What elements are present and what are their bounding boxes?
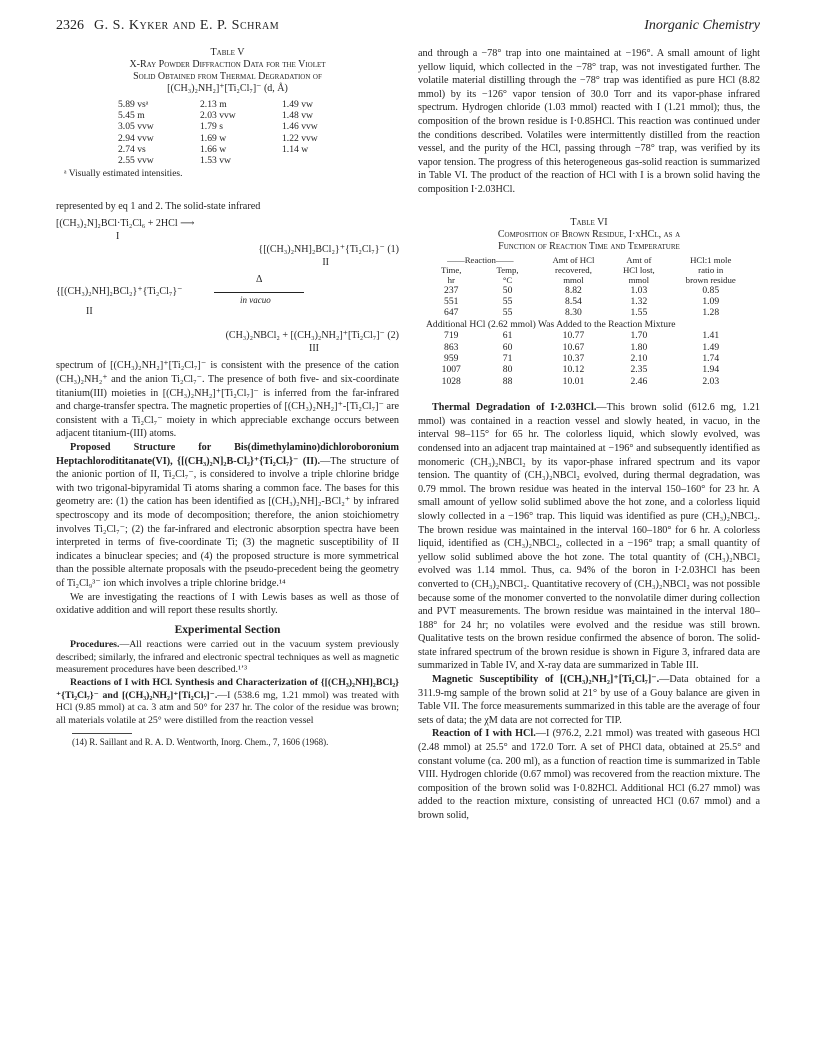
table-cell: 1.70 xyxy=(630,330,648,342)
column-header-line: mmol xyxy=(628,274,650,285)
table-cell: 1.66 w xyxy=(200,143,227,155)
table-cell: 2.13 m xyxy=(200,99,227,110)
table-cell: 1.55 xyxy=(630,307,648,319)
equation-1 xyxy=(56,217,399,269)
table-row xyxy=(424,285,754,296)
table-cell: 1.74 xyxy=(702,352,720,364)
table-vi-caption-line2: Function of Reaction Time and Temperature xyxy=(498,240,680,252)
reaction-i-hcl-body: —I (976.2, 2.21 mmol) was treated with gaseous HCl (2.48 mmol) at 25.5° and 172.0 Torr. A set of PHCl data, obtained at 25.5° and constant volume (ca. 200 ml), as a function of reaction time is summarized in Table VIII. Hydrogen chloride (0.67 mmol) was recovered from the reaction mixture. The composition of the brown solid was I·0.82HCl. Additional HCl (6.27 mmol) was added to the reaction mixture, consisting of unreacted HCl (0.67 mmol) and a brown solid, xyxy=(418,728,760,821)
table-cell xyxy=(280,155,362,166)
table-cell: 1.32 xyxy=(630,295,648,307)
table-header-row xyxy=(424,275,754,285)
table-row xyxy=(424,296,754,307)
table-cell: 5.89 vsᵃ xyxy=(118,99,149,110)
equation-2 xyxy=(56,275,399,329)
column-header-line: brown residue xyxy=(685,274,736,285)
table-row xyxy=(116,133,362,144)
eq1-label-ii: II xyxy=(322,257,329,269)
paragraph-investigating: We are investigating the reactions of I with Lewis bases as well as those of oxidative addition and will report these results shortly. xyxy=(56,591,399,617)
paragraph-represented: represented by eq 1 and 2. The solid-state infrared xyxy=(56,200,261,212)
table-cell: 647 xyxy=(444,307,459,319)
table-cell: 2.46 xyxy=(630,375,648,387)
table-v-title: Table V xyxy=(210,47,245,58)
table-v-footnote: ᵃ Visually estimated intensities. xyxy=(64,169,183,180)
table-cell: 88 xyxy=(502,375,513,387)
table-cell: 863 xyxy=(444,341,459,353)
column-header-line: Time, xyxy=(441,264,462,275)
magnetic-body: —Data obtained for a 311.9-mg sample of the brown solid at 21° by use of a Gouy balance are given in Table VII. The force measurements summarized in this table are the average of four sets of data; the χM data are not corrected for TIP. xyxy=(418,674,760,726)
eq1-reactants: [(CH₃)₂N]₂BCl·Ti₂Cl₆ + 2HCl ⟶ xyxy=(56,218,195,230)
thermal-degradation-body: —This brown solid (612.6 mg, 1.21 mmol) was contained in a reaction vessel and slowly heated, in vacuo, in the interval 98–115° for 65 hr. The colorless liquid, which slowly evolved, was condensed into an adjacent trap maintained at −196° and subsequently identified as monomeric (CH₃)₂NBCl₂ by its vapor-phase infrared spectrum and its vapor tension. The quantity of (CH₃)₂NBCl₂ evolved, during thermal degradation, was 0.79 mmol. The brown residue was heated in the interval 150–160° for 23 hr. A small amount of yellow solid sublimed above the hot zone, and a colorless liquid slowly collected in a −196° trap. This liquid was identified as pure (CH₃)₂NBCl₂. The brown residue was maintained in the interval 160–180° for 6 hr. A colorless liquid, identified as (CH₃)₂NBCl₂, collected in a −196° trap; a small quantity of yellow solid sublimed above the hot zone. The total quantity of (CH₃)₂NBCl₂ evolved was 1.14 mmol. Thus, ca. 94% of the boron in I·2.03HCl has been converted to (CH₃)₂NBCl₂. Quantitative recovery of (CH₃)₂NBCl₂ was not possible because some of the monomer converted to the nonvolatile dimer during collection and PVT measurements. The brown residue was maintained in the interval 180–188° for 24 hr; no volatiles were evolved and the residue was still brown. Qualitative tests on the brown residue confirmed the absence of boron. The solid-state infrared spectrum of the brown residue is shown in Figure 3, infrared data are summarized in Table IV, and X-ray data are summarized in Table III. xyxy=(418,402,760,672)
eq2-arrow-top: Δ xyxy=(256,274,263,286)
table-cell: 55 xyxy=(502,307,513,319)
table-cell: 0.85 xyxy=(702,284,720,296)
footnote-divider xyxy=(72,733,132,734)
table-cell: 1028 xyxy=(441,375,461,387)
table-cell: 1.14 w xyxy=(282,143,309,155)
table-cell: 80 xyxy=(502,364,513,376)
table-cell: 1.79 s xyxy=(200,121,223,133)
table-row xyxy=(424,353,754,364)
table-cell: 1.49 xyxy=(702,341,720,353)
table-cell: 1.46 vvw xyxy=(282,121,318,133)
table-cell: 3.05 vvw xyxy=(118,121,154,133)
table-cell: 60 xyxy=(502,341,513,353)
column-header-line: HCl lost, xyxy=(622,264,655,275)
eq2-label-ii: II xyxy=(86,306,93,318)
table-cell: 8.30 xyxy=(565,307,582,319)
table-cell: 1.22 vvw xyxy=(282,132,318,144)
table-cell: 5.45 m xyxy=(118,110,145,122)
table-vi-grid xyxy=(424,255,754,388)
table-cell: 2.74 vs xyxy=(118,143,146,155)
table-row xyxy=(116,144,362,155)
column-header-line: Amt of HCl xyxy=(552,254,595,265)
column-header-line: mmol xyxy=(563,274,584,285)
additional-hcl-note: Additional HCl (2.62 mmol) Was Added to the Reaction Mixture xyxy=(426,318,676,330)
table-cell: 1.69 w xyxy=(200,132,227,144)
table-header-row xyxy=(424,255,754,265)
table-note-row xyxy=(424,319,754,330)
procedures-heading: Procedures. xyxy=(70,639,120,651)
table-cell: 1007 xyxy=(441,364,461,376)
table-cell: 8.54 xyxy=(565,295,582,307)
table-row xyxy=(116,121,362,132)
table-cell: 10.77 xyxy=(562,330,585,342)
column-header-line: Temp, xyxy=(496,264,519,275)
reactions-hcl-heading: Reactions of I with HCl. Synthesis and Characterization of {[(CH₃)₂NH]₂BCl₂}⁺{Ti₂Cl₇}⁻ and [(CH₃)₂NH₂]⁺[Ti₂Cl₇]⁻. xyxy=(56,677,399,701)
table-header-row xyxy=(424,265,754,275)
table-cell: 10.67 xyxy=(562,341,585,353)
reactions-hcl-body: —I (538.6 mg, 1.21 mmol) was treated with HCl (9.85 mmol) at ca. 3 atm and 50° for 237 hr. The color of the residue was brown; all materials volatile at 25° were distilled from the reaction vessel xyxy=(56,689,399,726)
table-cell: 1.48 vw xyxy=(282,110,313,122)
proposed-structure-heading: Proposed Structure for Bis(dimethylamino)dichloroboronium Heptachlorodititanate(VI), {[(CH₃)₂N]₂B-Cl₂}⁺{Ti₂Cl₇}⁻ (II). xyxy=(56,441,399,467)
table-row xyxy=(116,155,362,166)
table-cell: 2.55 vvw xyxy=(118,155,154,167)
reaction-i-hcl-heading: Reaction of I with HCl. xyxy=(432,728,536,740)
paragraph-procedures xyxy=(56,639,399,677)
page-number: 2326 xyxy=(56,18,84,33)
column-header-line: HCl:1 mole xyxy=(690,254,732,265)
table-vi-caption-line1: Composition of Brown Residue, I·xHCl, as a xyxy=(497,228,681,240)
table-v xyxy=(56,47,399,182)
table-cell: 2.94 vvw xyxy=(118,132,154,144)
table-cell: 1.49 vw xyxy=(282,99,313,110)
table-row xyxy=(424,342,754,353)
table-vi-title: Table VI xyxy=(570,216,608,228)
table-cell: 50 xyxy=(502,284,513,296)
column-header-line: ratio in xyxy=(698,264,724,275)
table-cell: 1.09 xyxy=(702,295,720,307)
running-header-authors: G. S. Kyker and E. P. Schram xyxy=(94,18,280,33)
paragraph-reaction-i-hcl xyxy=(418,727,760,822)
eq1-label-i: I xyxy=(116,231,120,243)
eq2-products: (CH₃)₂NBCl₂ + [(CH₃)₂NH₂]⁺[Ti₂Cl₇]⁻ (2) xyxy=(225,330,399,342)
table-row xyxy=(116,99,362,110)
table-cell: 959 xyxy=(444,352,459,364)
table-row xyxy=(116,110,362,121)
table-v-grid xyxy=(116,99,362,166)
running-header-journal: Inorganic Chemistry xyxy=(644,18,760,33)
paragraph-proposed-structure xyxy=(56,441,399,591)
table-cell: 1.53 vw xyxy=(200,155,231,167)
table-v-caption-line1: X-Ray Powder Diffraction Data for the Violet xyxy=(129,59,326,70)
table-row xyxy=(424,330,754,341)
table-cell: 719 xyxy=(444,330,459,342)
proposed-structure-body: —The structure of the anionic portion of II, Ti₂Cl₇⁻, is considered to involve a triple chlorine bridge with two trigonal-bipyramidal Ti atoms sharing a common face. The bases for this geometry are: (1) the cation has been identified as [(CH₃)₂NH]₂-BCl₂⁺ by infrared spectroscopy and its mode of decomposition; therefore, the anion stoichiometry involves Ti₂Cl₇⁻; (2) the far-infrared and electronic absorption spectra have been interpreted in terms of five-coordinate Ti; (3) the magnetic susceptibility of II indicates a binuclear species; and (4) the proposed structure is more symmetrical than the possible alternate proposals with the pseudo-precedent being the geometry of Ti₂Cl₉³⁻ ion which involves a triple chlorine bridge.¹⁴ xyxy=(56,455,399,589)
column-header-line: Amt of xyxy=(626,254,652,265)
reaction-group-header: ——Reaction—— xyxy=(447,254,514,265)
eq2-label-iii: III xyxy=(309,343,319,355)
running-header xyxy=(56,18,760,40)
column-header-line: recovered, xyxy=(555,264,592,275)
footnote-14: (14) R. Saillant and R. A. D. Wentworth, Inorg. Chem., 7, 1606 (1968). xyxy=(72,737,329,748)
procedures-body: —All reactions were carried out in the vacuum system previously described; similarly, the infrared and electronic spectral techniques as well as magnetic measurement procedures have been described.¹ʼ³ xyxy=(56,639,399,676)
table-row xyxy=(424,376,754,387)
table-cell: 2.03 xyxy=(702,375,720,387)
experimental-section-heading: Experimental Section xyxy=(174,623,281,636)
eq2-arrow-bottom: in vacuo xyxy=(240,295,271,306)
magnetic-heading: Magnetic Susceptibility of [(CH₃)₂NH₂]⁺[Ti₂Cl₇]⁻. xyxy=(432,674,660,686)
table-cell: 61 xyxy=(502,330,513,342)
paragraph-magnetic xyxy=(418,673,760,727)
right-column xyxy=(418,47,760,823)
table-cell: 1.03 xyxy=(630,284,648,296)
column-header-line: hr xyxy=(447,274,455,285)
table-cell: 2.03 vvw xyxy=(200,110,236,122)
table-cell: 8.82 xyxy=(565,284,582,296)
table-cell: 1.28 xyxy=(702,307,720,319)
table-cell: 10.12 xyxy=(562,364,585,376)
table-cell: 2.35 xyxy=(630,364,648,376)
left-column xyxy=(56,47,399,748)
paragraph-distillation: and through a −78° trap into one maintained at −196°. A small amount of light yellow liquid, which collected in the −78° trap, was not investigated further. The volatile material distilling through the −78° trap was identified as pure HCl (8.82 mmol) by its −126° vapor tension of 30.0 Torr and its vapor-phase infrared spectrum. Hydrogen chloride (1.03 mmol) reacted with I (1.21 mmol); thus, the composition of the brown residue is I·0.85HCl. This reaction was continued under the conditions described. Volatiles were intermittently distilled from the reaction vessel, and the purity of the HCl, passing through −78° trap, was verified by its vapor tension. The progress of this heterogeneous gas-solid reaction is summarized in Table VI. The product of the reaction of HCl with I is a brown solid having the composition I·2.03HCl. xyxy=(418,48,760,195)
table-cell: 551 xyxy=(444,295,459,307)
table-cell: 10.01 xyxy=(562,375,585,387)
table-cell: 1.94 xyxy=(702,364,720,376)
table-cell: 2.10 xyxy=(630,352,648,364)
eq2-reactant: {[(CH₃)₂NH]₂BCl₂}⁺{Ti₂Cl₇}⁻ xyxy=(56,286,183,298)
table-v-caption-line2: Solid Obtained from Thermal Degradation of xyxy=(133,71,322,82)
table-cell: 71 xyxy=(502,352,513,364)
paragraph-reactions-hcl xyxy=(56,677,399,727)
column-header-line: °C xyxy=(502,274,513,285)
table-cell: 55 xyxy=(502,295,513,307)
eq2-arrow xyxy=(214,292,304,293)
table-cell: 1.80 xyxy=(630,341,648,353)
table-cell: 1.41 xyxy=(702,330,720,342)
eq1-product: {[(CH₃)₂NH]₂BCl₂}⁺{Ti₂Cl₇}⁻ (1) xyxy=(258,244,399,256)
table-cell: 10.37 xyxy=(562,352,585,364)
table-row xyxy=(424,364,754,375)
table-cell: 237 xyxy=(444,284,459,296)
table-v-caption-line3: [(CH₃)₂NH₂]⁺[Ti₂Cl₇]⁻ (d, Å) xyxy=(167,83,288,94)
table-row xyxy=(424,307,754,318)
paragraph-spectrum: spectrum of [(CH₃)₂NH₂]⁺[Ti₂Cl₇]⁻ is consistent with the presence of the cation (CH₃)₂NH₂⁺ and the anion Ti₂Cl₇⁻. The presence of both five- and six-coordinate titanium(III) moieties in [(CH₃)₂NH₂]⁺[Ti₂Cl₇]⁻ is inferred from the far-infrared and charge-transfer spectra. The magnetic properties of [(CH₃)₂NH₂]⁺-[Ti₂Cl₇]⁻ are consistent with a Ti₂Cl₇⁻ moiety in which appreciable exchange occurs between adjacent titanium-(III) atoms. xyxy=(56,360,399,440)
table-vi xyxy=(418,217,760,388)
thermal-degradation-heading: Thermal Degradation of I·2.03HCl. xyxy=(432,402,597,414)
paragraph-thermal-degradation xyxy=(418,401,760,673)
